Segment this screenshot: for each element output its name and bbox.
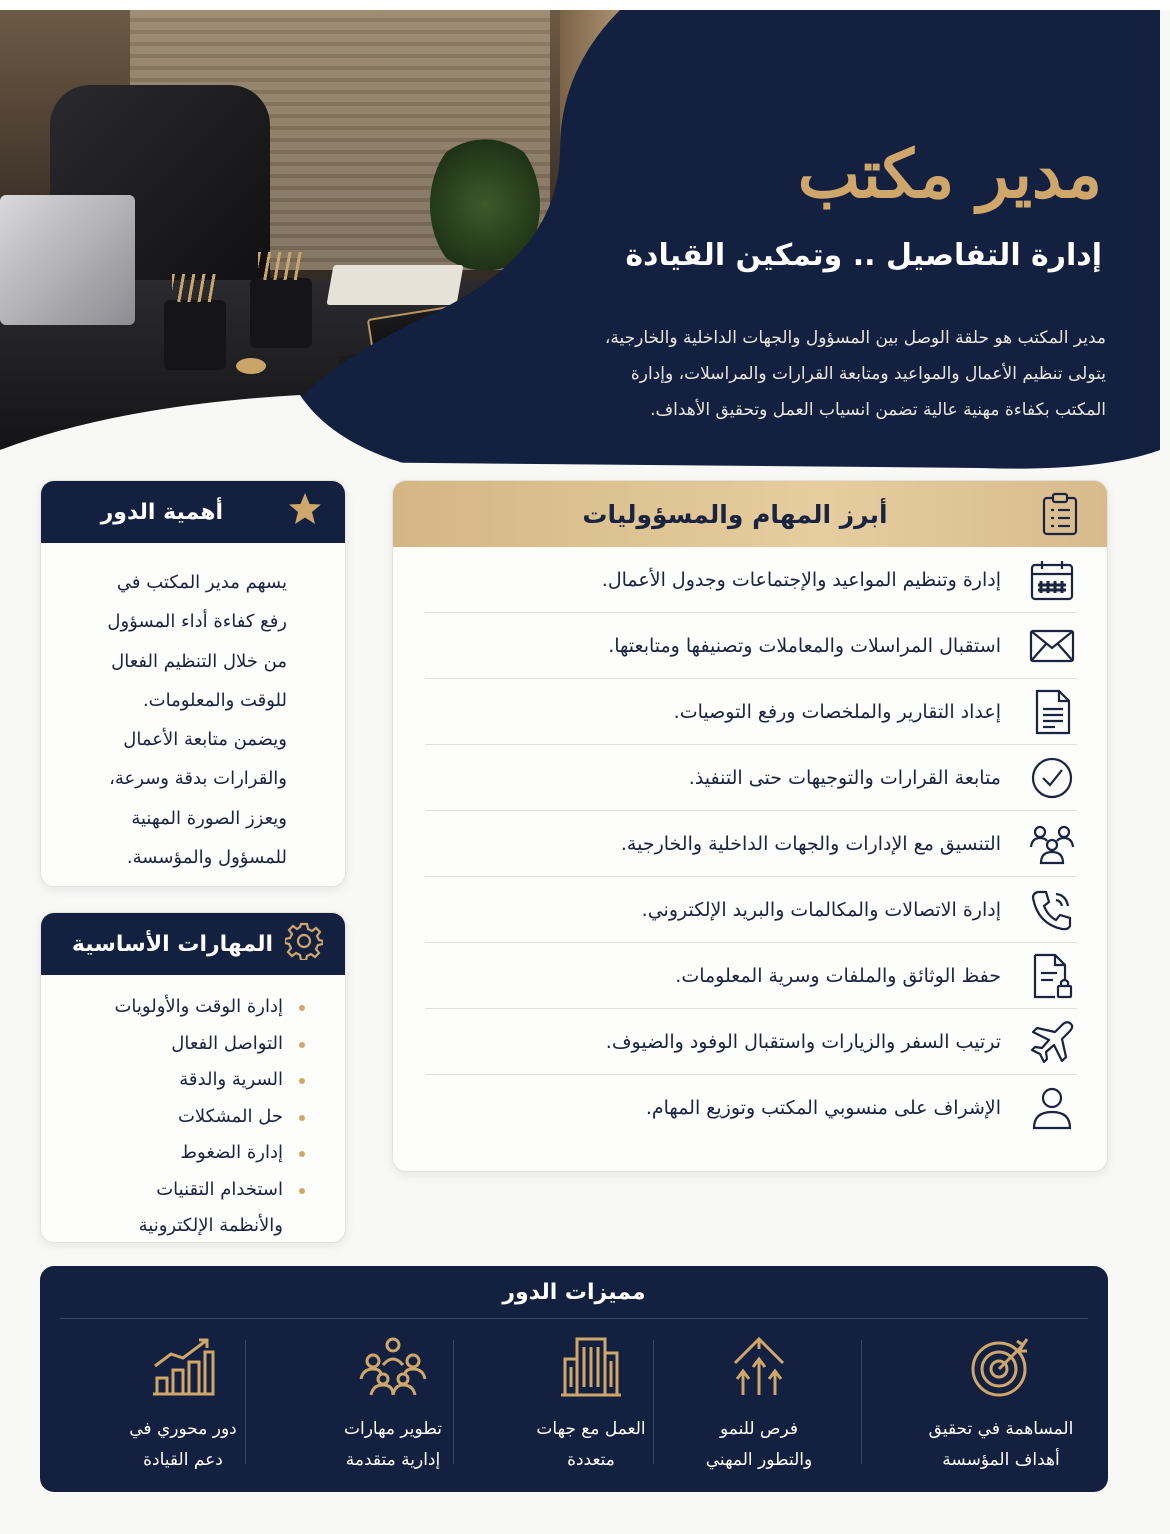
envelope-icon (1027, 621, 1077, 671)
feature-item (80, 1332, 286, 1482)
feature-line: والتطور المهني (705, 1450, 813, 1470)
task-text: إدارة الاتصالات والمكالمات والبريد الإلكتروني. (641, 898, 1001, 921)
feature-item (290, 1332, 496, 1482)
features-panel (40, 1266, 1108, 1492)
task-item (425, 1009, 1077, 1075)
importance-line: يسهم مدير المكتب في (116, 572, 287, 593)
star-icon (287, 492, 323, 532)
skills-list (41, 975, 345, 1243)
task-item (425, 745, 1077, 811)
importance-line: للمسؤول والمؤسسة. (126, 847, 287, 869)
skills-header (41, 913, 345, 975)
clipboard-icon (1037, 491, 1083, 537)
feature-text (80, 1414, 286, 1476)
hero-section (0, 10, 1170, 480)
skill-item: السرية والدقة (57, 1062, 305, 1099)
task-text: إدارة وتنظيم المواعيد والإجتماعات وجدول الأعمال. (601, 568, 1001, 591)
skills-title: المهارات الأساسية (71, 931, 273, 957)
task-text: إعداد التقارير والملخصات ورفع التوصيات. (673, 700, 1001, 723)
page-title: مدير مكتب (797, 135, 1102, 213)
building-icon (488, 1332, 694, 1402)
page-subtitle: إدارة التفاصيل .. وتمكين القيادة (625, 238, 1102, 273)
tasks-card (392, 480, 1108, 1172)
skills-card (40, 912, 346, 1243)
secure-file-icon (1027, 951, 1077, 1001)
intro-paragraph: مدير المكتب هو حلقة الوصل بين المسؤول والجهات الداخلية والخارجية، يتولى تنظيم الأعمال والمواعيد ومتابعة القرارات والمراسلات، وإدارة المكتب بكفاءة مهنية عالية تضمن انسياب العمل وتحقيق الأهداف. (604, 328, 1106, 420)
feature-line: دعم القيادة (143, 1450, 223, 1470)
skill-item: التواصل الفعال (57, 1026, 305, 1063)
target-icon (898, 1332, 1104, 1402)
task-item (425, 547, 1077, 613)
task-item (425, 811, 1077, 877)
task-item (425, 613, 1077, 679)
feature-text (898, 1414, 1104, 1476)
importance-line: من خلال التنظيم الفعال (111, 650, 287, 672)
importance-header (41, 481, 345, 543)
importance-line: للوقت والمعلومات. (142, 689, 287, 711)
skill-item: استخدام التقنيات (57, 1172, 305, 1209)
tasks-title: أبرز المهام والمسؤوليات (582, 499, 888, 529)
task-item (425, 877, 1077, 943)
feature-item (488, 1332, 694, 1482)
task-text: ترتيب السفر والزيارات واستقبال الوفود والضيوف. (605, 1030, 1001, 1053)
airplane-icon (1027, 1017, 1077, 1067)
feature-line: المساهمة في تحقيق (928, 1419, 1074, 1439)
check-circle-icon (1027, 753, 1077, 803)
skill-item: إدارة الضغوط (57, 1135, 305, 1172)
feature-line: متعددة (567, 1450, 615, 1470)
feature-line: دور محوري في (129, 1419, 237, 1439)
feature-text (290, 1414, 496, 1476)
feature-line: إدارية متقدمة (345, 1450, 441, 1470)
divider (60, 1318, 1088, 1319)
importance-line: رفع كفاءة أداء المسؤول (107, 611, 287, 633)
importance-line: والقرارات بدقة وسرعة، (109, 768, 287, 790)
features-title: مميزات الدور (502, 1280, 646, 1305)
feature-line: العمل مع جهات (536, 1419, 646, 1439)
importance-line: ويضمن متابعة الأعمال (123, 729, 287, 751)
task-text: التنسيق مع الإدارات والجهات الداخلية والخارجية. (620, 832, 1001, 855)
importance-card (40, 480, 346, 887)
document-icon (1027, 687, 1077, 737)
team-icon (1027, 819, 1077, 869)
skill-item: حل المشكلات (57, 1099, 305, 1136)
task-text: استقبال المراسلات والمعاملات وتصنيفها ومتابعتها. (608, 634, 1001, 657)
task-list (393, 547, 1107, 1141)
task-item (425, 1075, 1077, 1141)
skill-item-continuation: والأنظمة الإلكترونية (138, 1215, 283, 1236)
feature-line: فرص للنمو (719, 1419, 798, 1439)
bar-chart-icon (80, 1332, 286, 1402)
poster (0, 10, 1170, 1534)
feature-line: تطوير مهارات (343, 1419, 443, 1439)
calendar-icon (1027, 555, 1077, 605)
task-text: الإشراف على منسوبي المكتب وتوزيع المهام. (645, 1097, 1001, 1119)
tasks-header (393, 481, 1107, 547)
people-network-icon (290, 1332, 496, 1402)
importance-body (41, 543, 345, 877)
feature-text (488, 1414, 694, 1476)
gear-icon (285, 922, 323, 966)
task-text: متابعة القرارات والتوجيهات حتى التنفيذ. (688, 766, 1001, 789)
task-item (425, 943, 1077, 1009)
top-edge (0, 0, 1170, 10)
task-item (425, 679, 1077, 745)
importance-title: أهمية الدور (100, 499, 223, 525)
skill-item: إدارة الوقت والأولويات (57, 989, 305, 1026)
user-icon (1027, 1083, 1077, 1133)
phone-icon (1027, 885, 1077, 935)
task-text: حفظ الوثائق والملفات وسرية المعلومات. (675, 964, 1001, 987)
feature-line: أهداف المؤسسة (942, 1450, 1060, 1470)
feature-item (898, 1332, 1104, 1482)
importance-line: ويعزز الصورة المهنية (131, 807, 287, 829)
